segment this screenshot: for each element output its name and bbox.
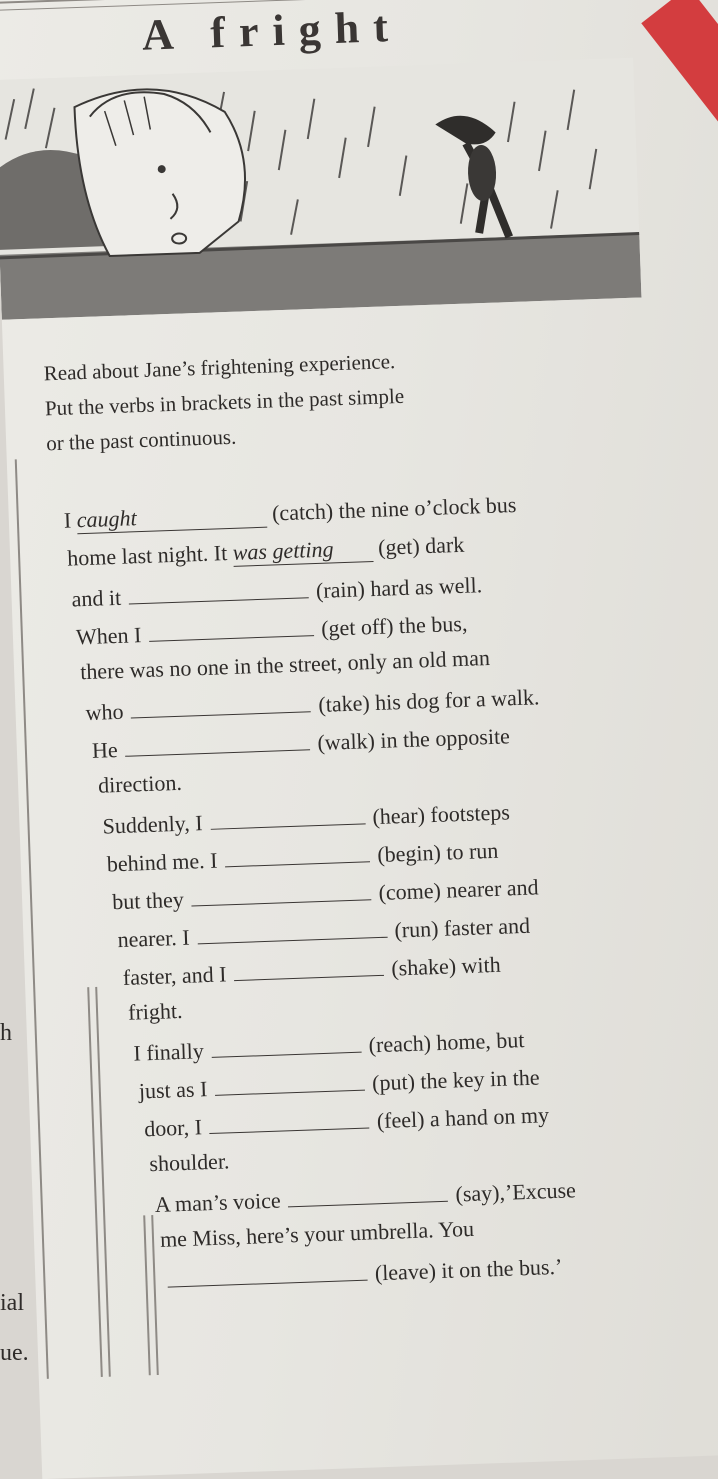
blank-3[interactable] [128, 575, 309, 604]
blank-10[interactable] [224, 839, 370, 867]
instruction-line-1: Read about Jane’s frightening experience. [43, 349, 396, 386]
instruction-line-2: Put the verbs in brackets in the past simple [44, 383, 405, 421]
blank-16[interactable] [214, 1068, 365, 1096]
exercise-line-10: behind me. I (begin) to run [106, 837, 499, 877]
margin-rule-1 [15, 459, 49, 1378]
margin-fragment-1: h [0, 1020, 12, 1046]
exercise-line-17: door, I (feel) a hand on my [143, 1102, 550, 1142]
blank-6[interactable] [130, 689, 311, 718]
exercise-line-8: direction. [97, 769, 183, 798]
exercise-line-18: shoulder. [148, 1148, 230, 1177]
exercise-line-21: (leave) it on the bus.’ [165, 1251, 563, 1294]
blank-13[interactable] [233, 953, 384, 981]
exercise-line-6: who (take) his dog for a walk. [85, 684, 540, 726]
exercise-line-19: A man’s voice (say),’Excuse [154, 1177, 577, 1217]
margin-rule-2 [87, 987, 102, 1377]
blank-9[interactable] [210, 801, 366, 829]
page-title: A fright [141, 1, 403, 60]
rain-illustration [0, 58, 641, 320]
exercise-line-16: just as I (put) the key in the [138, 1064, 540, 1104]
exercise-line-12: nearer. I (run) faster and [117, 912, 531, 953]
exercise-line-14: fright. [127, 997, 183, 1025]
blank-21[interactable] [167, 1258, 368, 1288]
exercise-line-9: Suddenly, I (hear) footsteps [102, 799, 511, 839]
exercise-line-2: home last night. It was getting (get) dark [66, 531, 465, 571]
margin-rule-4 [143, 1215, 150, 1375]
instruction-line-3: or the past continuous. [45, 424, 237, 456]
blank-19[interactable] [288, 1179, 449, 1208]
blank-11[interactable] [191, 877, 372, 906]
exercise-line-20: me Miss, here’s your umbrella. You [159, 1215, 475, 1252]
answer-filled-1: caught [76, 501, 267, 535]
exercise-line-5: there was no one in the street, only an old man [79, 644, 491, 685]
exercise-line-3: and it (rain) hard as well. [71, 572, 483, 612]
exercise-line-15: I finally (reach) home, but [133, 1027, 525, 1066]
exercise-line-1: I caught (catch) the nine o’clock bus [63, 491, 517, 533]
blank-4[interactable] [148, 613, 314, 642]
blank-12[interactable] [197, 915, 388, 945]
blank-7[interactable] [125, 727, 311, 756]
blank-17[interactable] [209, 1105, 370, 1134]
exercise-line-13: faster, and I (shake) with [122, 951, 502, 990]
answer-filled-2: was getting [232, 535, 373, 567]
margin-rule-5 [151, 1215, 158, 1375]
margin-fragment-3: ue. [0, 1340, 29, 1366]
blank-15[interactable] [211, 1030, 362, 1058]
exercise-line-11: but they (come) nearer and [111, 874, 539, 915]
margin-fragment-2: ial [0, 1290, 24, 1316]
exercise-line-7: He (walk) in the opposite [91, 723, 511, 763]
margin-rule-3 [95, 987, 110, 1377]
exercise-line-4: When I (get off) the bus, [75, 610, 468, 650]
